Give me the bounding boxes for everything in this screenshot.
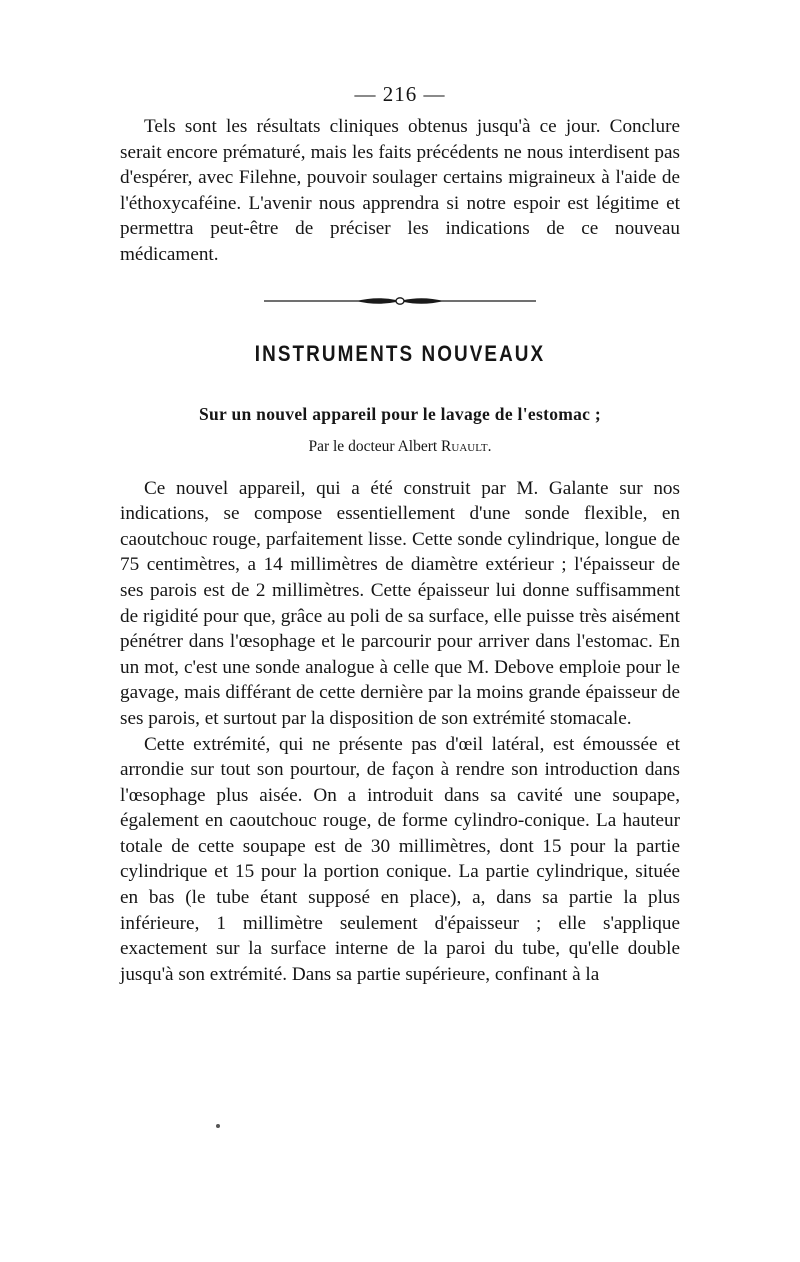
- byline-author: Ruault.: [441, 437, 492, 455]
- article-paragraph-2: Cette extrémité, qui ne présente pas d'œil latéral, est émoussée et arrondie sur tout son pourtour, de façon à rendre son introduction dans l'œsophage plus aisée. On a introduit dans sa cavité une soupape, également en caoutchouc rouge, de forme cylindro-conique. La hauteur totale de cette soupape est de 30 millimètres, dont 15 pour la partie cylindrique et 15 pour la portion conique. La partie cylindrique, située en bas (le tube étant supposé en place), a, dans sa partie la plus inférieure, 1 millimètre seulement d'épaisseur ; elle s'applique exactement sur la surface interne de la paroi du tube, qu'elle double jusqu'à son extrémité. Dans sa partie supérieure, confinant à la: [120, 733, 680, 985]
- article-paragraph-1: Ce nouvel appareil, qui a été construit par M. Galante sur nos indications, se compose essentiellement d'une sonde flexible, en caoutchouc rouge, parfaitement lisse. Cette sonde cylindrique, longue de 75 centimètres, a 14 millimètres de diamètre extérieur ; l'épaisseur de ses parois est de 2 millimètres. Cette épaisseur lui donne suffisamment de rigidité pour que, grâce au poli de sa surface, elle puisse très aisément pénétrer dans l'œsophage et le parcourir pour arriver dans l'estomac. En un mot, c'est une sonde analogue à celle que M. Debove emploie pour le gavage, mais différant de cette dernière par la moins grande épaisseur de ses parois, et surtout par la disposition de son extrémité stomacale.: [120, 477, 680, 729]
- stray-ink-mark: [216, 1124, 220, 1128]
- article-title: Sur un nouvel appareil pour le lavage de l'estomac ;: [198, 403, 602, 424]
- ornamental-rule: [264, 294, 536, 308]
- article-byline: [120, 436, 680, 458]
- intro-paragraph: Tels sont les résultats cliniques obtenus jusqu'à ce jour. Conclure serait encore prématuré, mais les faits précédents ne nous interdisent pas d'espérer, avec Filehne, pouvoir soulager certains migraineux à l'aide de l'éthoxycaféine. L'avenir nous apprendra si notre espoir est légitime et permettra peut-être de préciser les indications de ce nouveau médicament.: [120, 116, 680, 265]
- section-title: INSTRUMENTS NOUVEAUX: [254, 340, 546, 366]
- document-page: [120, 80, 680, 987]
- page-number: — 216 —: [354, 82, 446, 106]
- byline-prefix: Par le docteur Albert: [308, 437, 438, 455]
